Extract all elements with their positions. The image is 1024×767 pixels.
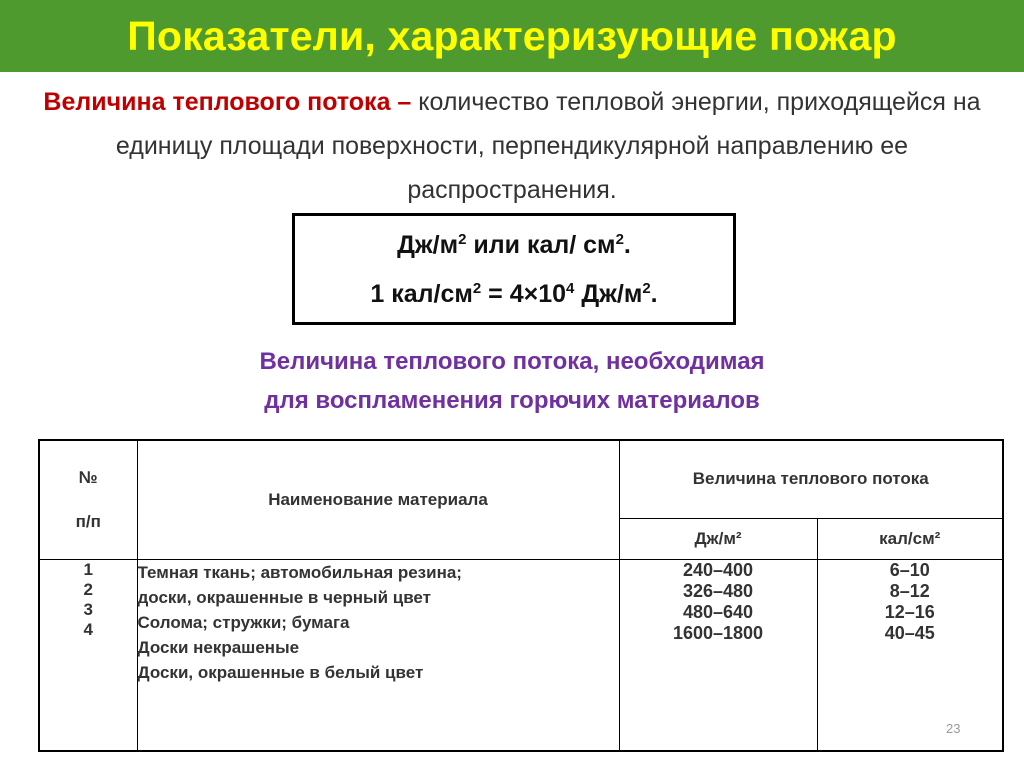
unit-j-m: Дж/м <box>397 231 459 259</box>
definition-text <box>40 80 984 212</box>
conversion-factor: = 4×10 <box>481 280 567 308</box>
header-heat-flux <box>619 440 1003 518</box>
definition-body: количество тепловой энергии, приходящейся на единицу площади поверхности, перпендикулярной направлению ее распространения. <box>115 88 981 204</box>
definition-term: Величина теплового потока – <box>43 88 412 116</box>
header-number-line-2: п/п <box>75 511 101 531</box>
superscript-2: 2 <box>615 231 624 248</box>
material-name: Солома; стружки; бумага <box>137 612 350 632</box>
header-unit-cal: кал/см² <box>817 518 1003 559</box>
row-number: 2 <box>83 579 93 599</box>
flux-value-joule: 326–480 <box>682 580 754 601</box>
units-line-1 <box>295 231 733 260</box>
table-subtitle <box>100 342 924 420</box>
flux-value-joule: 240–400 <box>682 559 754 580</box>
title-bar <box>0 0 1024 72</box>
header-material <box>137 440 619 559</box>
conversion-left: 1 кал/см <box>370 280 473 308</box>
header-number <box>39 440 137 559</box>
slide-title: Показатели, характеризующие пожар <box>127 12 897 59</box>
superscript-2: 2 <box>642 280 651 297</box>
header-heat-flux-label: Величина теплового потока <box>692 469 929 489</box>
header-number-line-1: № <box>78 467 98 487</box>
subtitle-line-1: Величина теплового потока, необходимая <box>259 348 765 375</box>
flux-value-calorie: 8–12 <box>889 580 930 601</box>
header-unit-j: Дж/м² <box>619 518 817 559</box>
number-column <box>39 559 137 751</box>
period: . <box>623 231 631 259</box>
ignition-table <box>38 439 1004 752</box>
flux-value-calorie: 40–45 <box>884 622 935 643</box>
material-name-continued: доски, окрашенные в черный цвет <box>137 587 431 607</box>
flux-value-joule: 1600–1800 <box>672 622 764 643</box>
flux-value-calorie: 6–10 <box>889 559 930 580</box>
unit-or-cal: или кал/ см <box>466 231 616 259</box>
units-box <box>292 213 736 325</box>
flux-value-calorie: 12–16 <box>884 601 935 622</box>
subtitle-line-2: для воспламенения горючих материалов <box>264 387 760 414</box>
material-column <box>137 559 619 751</box>
row-number: 4 <box>83 619 93 639</box>
joule-column <box>619 559 817 751</box>
row-number: 1 <box>83 559 93 579</box>
slide-number: 23 <box>946 721 961 736</box>
header-material-label: Наименование материала <box>268 489 488 509</box>
material-name: Доски некрашеные <box>137 637 300 657</box>
material-name: Темная ткань; автомобильная резина; <box>137 562 462 582</box>
flux-value-joule: 480–640 <box>682 601 754 622</box>
superscript-4: 4 <box>566 280 575 297</box>
superscript-2: 2 <box>458 231 467 248</box>
superscript-2: 2 <box>472 280 482 297</box>
material-name: Доски, окрашенные в белый цвет <box>137 662 424 682</box>
calorie-column <box>817 559 1003 751</box>
units-line-2 <box>295 280 733 309</box>
row-number: 3 <box>83 599 93 619</box>
conversion-unit: Дж/м <box>574 280 643 308</box>
period: . <box>650 280 658 308</box>
